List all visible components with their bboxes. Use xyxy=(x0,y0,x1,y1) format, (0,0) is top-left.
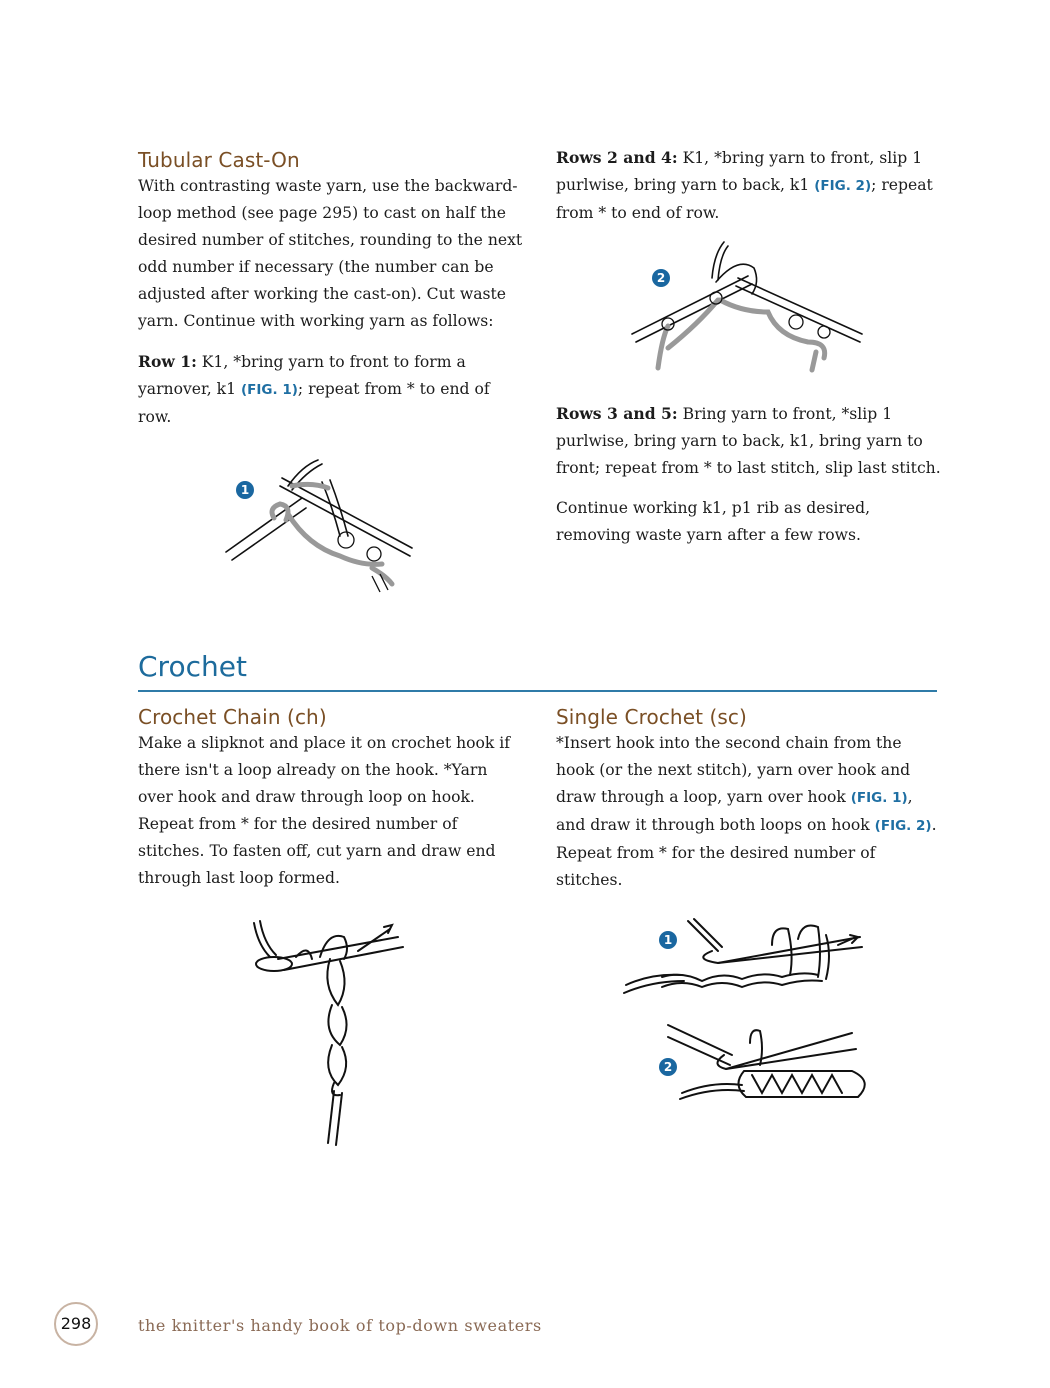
page-number-badge: 298 xyxy=(54,1302,98,1346)
crochet-chain-heading: Crochet Chain (ch) xyxy=(138,705,327,729)
tubular-cast-on-figure-2-illustration xyxy=(628,238,868,373)
row-1-text: K1, *bring yarn to front to form a yarnover, k1 xyxy=(138,353,466,398)
row-1-text-end: ; repeat from * to end of row. xyxy=(138,380,490,426)
sc-figure-2-badge: 2 xyxy=(659,1058,677,1076)
crochet-chain-section xyxy=(138,704,523,892)
tubular-cast-on-intro: With contrasting waste yarn, use the backward-loop method (see page 295) to cast on half the desired number of stitches, rounding to the next odd number if necessary (the number can be adjusted after working the cast-on). Cut waste yarn. Continue with working yarn as follows: xyxy=(138,177,523,330)
rows-2-4-text: K1, *bring yarn to front, slip 1 purlwise, bring yarn to back, k1 xyxy=(556,149,923,194)
rows-2-4-section xyxy=(556,144,941,227)
single-crochet-section xyxy=(556,704,941,894)
sc-fig-1-reference: (FIG. 1) xyxy=(850,790,908,806)
rows-3-5-text: Bring yarn to front, *slip 1 purlwise, bring yarn to back, k1, bring yarn to front; repeat from * to last stitch, slip last stitch. xyxy=(556,405,941,477)
sc-figure-1-badge: 1 xyxy=(659,931,677,949)
tubular-cast-on-figure-1-illustration xyxy=(222,456,422,596)
single-crochet-text-a: *Insert hook into the second chain from the hook (or the next stitch), yarn over hook and draw through a loop, yarn over hook xyxy=(556,734,911,806)
single-crochet-text-c: . Repeat from * for the desired number of stitches. xyxy=(556,816,937,889)
single-crochet-text xyxy=(556,730,941,894)
single-crochet-text-b: , and draw it through both loops on hook xyxy=(556,788,913,834)
fig-2-reference: (FIG. 2) xyxy=(814,178,872,194)
rows-2-4-label: Rows 2 and 4: xyxy=(556,148,678,167)
crochet-heading: Crochet xyxy=(138,650,247,683)
rows-2-4-text-end: ; repeat from * to end of row. xyxy=(556,176,933,222)
fig-1-reference: (FIG. 1) xyxy=(241,382,298,398)
crochet-chain-illustration xyxy=(248,915,418,1150)
continue-rib-instruction: Continue working k1, p1 rib as desired, removing waste yarn after a few rows. xyxy=(556,499,871,544)
single-crochet-illustration xyxy=(622,915,872,1105)
rows-2-4-instruction xyxy=(556,144,941,227)
tubular-cast-on-section xyxy=(138,147,523,431)
sc-fig-2-reference: (FIG. 2) xyxy=(874,818,932,834)
row-1-label: Row 1: xyxy=(138,352,197,371)
crochet-heading-rule xyxy=(138,690,937,692)
figure-1-badge: 1 xyxy=(236,481,254,499)
row-1-instruction xyxy=(138,348,523,431)
rows-3-5-section xyxy=(556,400,941,549)
figure-2-badge: 2 xyxy=(652,269,670,287)
single-crochet-heading: Single Crochet (sc) xyxy=(556,705,747,729)
rows-3-5-label: Rows 3 and 5: xyxy=(556,404,678,423)
tubular-cast-on-heading: Tubular Cast-On xyxy=(138,148,300,172)
running-title: the knitter's handy book of top-down sweaters xyxy=(138,1316,542,1335)
crochet-chain-text: Make a slipknot and place it on crochet hook if there isn't a loop already on the hook. *Yarn over hook and draw through loop on hook. Repeat from * for the desired number of stitches. To fasten off, cut yarn and draw end through last loop formed. xyxy=(138,734,511,887)
rows-3-5-instruction xyxy=(556,400,941,482)
